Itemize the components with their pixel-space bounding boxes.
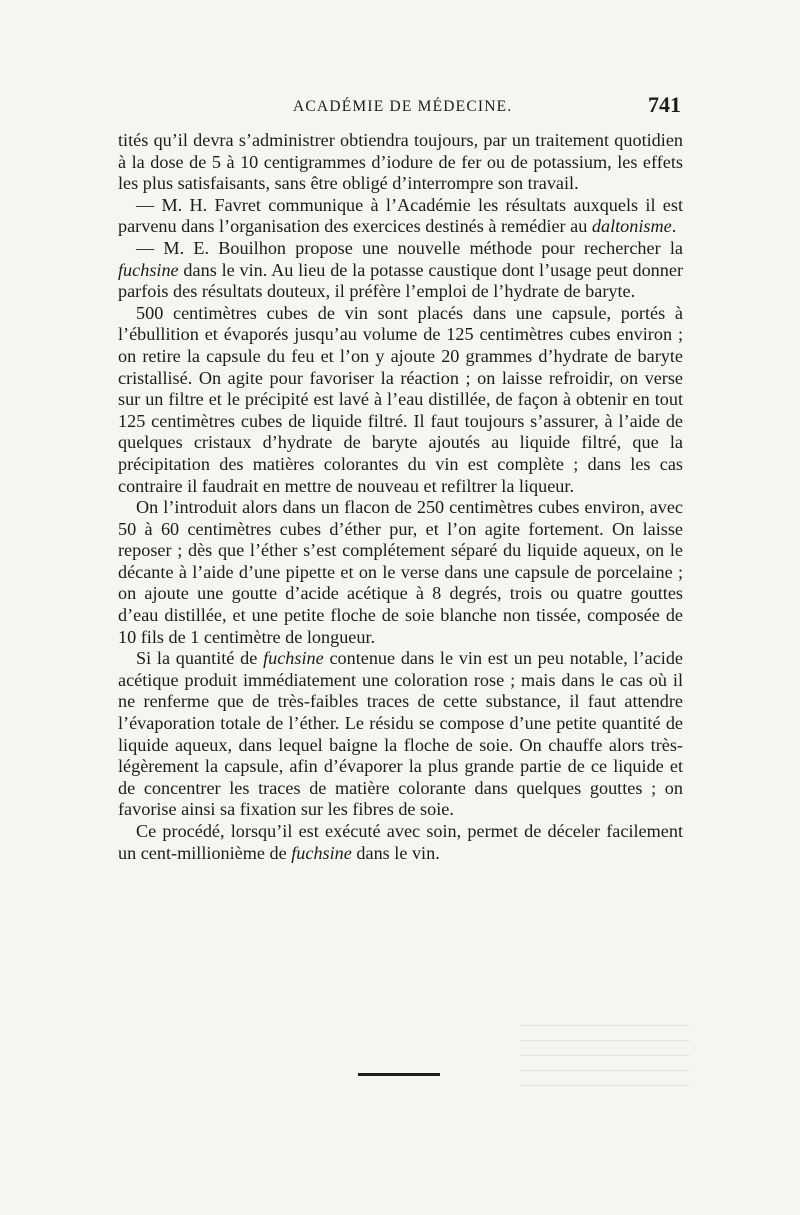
body-text <box>118 130 683 864</box>
paragraph-text: — M. H. Favret communique à l’Académie les résultats auxquels il est parvenu dans l’organisation des exercices destinés à remédier au <box>118 194 683 237</box>
emphasized-term: fuchsine <box>263 648 324 669</box>
section-divider-rule <box>358 1073 440 1076</box>
paragraph-text: dans le vin. Au lieu de la potasse caustique dont l’usage peut donner parfois des résultats douteux, il préfère l’emploi de l’hydrate de baryte. <box>118 259 683 302</box>
paragraph-text: Ce procédé, lorsqu’il est exécuté avec soin, permet de déceler facilement un cent-millionième de <box>118 821 683 863</box>
running-head: ACADÉMIE DE MÉDECINE. <box>293 98 513 115</box>
page-header <box>118 92 681 122</box>
paragraph-favret <box>118 195 683 238</box>
page-number: 741 <box>648 92 681 117</box>
paragraph-procedure-ether <box>118 497 683 648</box>
emphasized-term: fuchsine <box>291 842 352 863</box>
paragraph-bouilhon <box>118 238 683 303</box>
paragraph-text: Si la quantité de <box>136 648 264 669</box>
paragraph-text: dans le vin. <box>351 842 440 863</box>
paragraph-text: 500 centimètres cubes de vin sont placés dans une capsule, portés à l’ébullition et évaporés jusqu’au volume de 125 centimètres cubes environ ; on retire la capsule du feu et l’on y ajoute 20 grammes d’hydrate de baryte cristallisé. On agite pour favoriser la réaction ; on laisse refroidir, on verse sur un filtre et le précipité est lavé à l’eau distillée, de façon à obtenir en tout 125 centimètres cubes de liquide filtré. Il faut toujours s’assurer, à l’aide de quelques cristaux d’hydrate de baryte ajoutés au liquide filtré, que la précipitation des matières colorantes du vin est complète ; dans les cas contraire il faudrait en mettre de nouveau et refiltrer la liqueur. <box>118 302 683 496</box>
paragraph-text: tités qu’il devra s’administrer obtiendra toujours, par un traitement quotidien à la dose de 5 à 10 centigrammes d’iodure de fer ou de potassium, les effets les plus satisfaisants, sans être obligé d’interrompre son travail. <box>118 130 683 194</box>
paragraph-coloration <box>118 648 683 821</box>
emphasized-term: daltonisme <box>591 216 672 237</box>
paragraph-conclusion <box>118 821 683 864</box>
paragraph-text: . <box>671 216 677 237</box>
paragraph-procedure-wine <box>118 303 683 497</box>
emphasized-term: fuchsine <box>118 259 179 280</box>
show-through-texture <box>520 1020 690 1100</box>
paragraph-text: contenue dans le vin est un peu notable, l’acide acétique produit immédiatement une coloration rose ; mais dans le cas où il ne renferme que de très-faibles traces de cette substance, il faut attendre l’évaporation totale de l’éther. Le résidu se compose d’une petite quantité de liquide aqueux, dans lequel baigne la floche de soie. On chauffe alors très-légèrement la capsule, afin d’évaporer la plus grande partie de ce liquide et de concentrer les traces de matière colorante dans quelques gouttes ; on favorise ainsi sa fixation sur les fibres de soie. <box>118 648 684 820</box>
paragraph-text: — M. E. Bouilhon propose une nouvelle méthode pour rechercher la <box>136 237 683 258</box>
paragraph-text: On l’introduit alors dans un flacon de 250 centimètres cubes environ, avec 50 à 60 centimètres cubes d’éther pur, et l’on agite fortement. On laisse reposer ; dès que l’éther s’est complétement séparé du liquide aqueux, on le décante à l’aide d’une pipette et on le verse dans une capsule de porcelaine ; on ajoute une goutte d’acide acétique à 8 degrés, trois ou quatre gouttes d’eau distillée, et une petite floche de soie blanche non tissée, composée de 10 fils de 1 centimètre de longueur. <box>118 497 683 647</box>
paragraph-continuation <box>118 130 683 195</box>
